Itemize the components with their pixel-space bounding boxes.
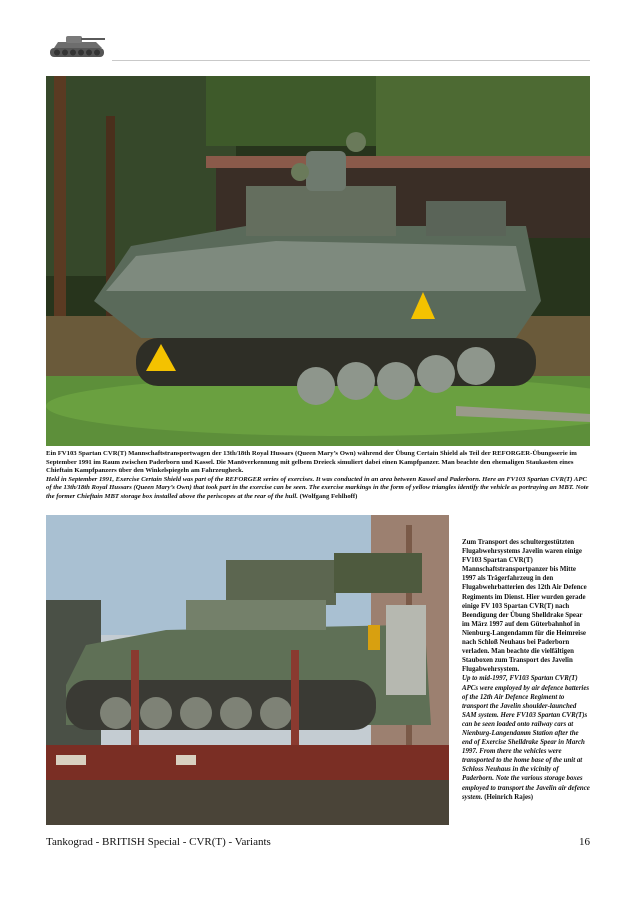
footer xyxy=(46,836,590,852)
caption-side-credit: (Heinrich Rajes) xyxy=(484,793,534,801)
header-rule xyxy=(112,60,590,61)
caption-side-english: Up to mid-1997, FV103 Spartan CVR(T) APCs were employed by air defence batteries of the 12th Air Defence Regiment to transport the Javelin shoulder-launched SAM system. Here FV103 Spartan CVR(T)s can be seen loaded onto railway cars at Nienburg-Langendamm Station after the end of Exercise Shelldrake Spear in March 1997. From there the vehicles were transported to the home base of the unit at Schloss Neuhaus in the vicinity of Paderborn. Note the various storage boxes employed to transport the Javelin air defence system. xyxy=(462,675,590,801)
tank-icon xyxy=(46,30,108,62)
caption-top-german: Ein FV103 Spartan CVR(T) Mannschaftstransportwagen der 13th/18th Royal Hussars (Queen Mary’s Own) während der Übung Certain Shield als Teil der REFORGER-Übungsserie im September 1991 im Raum zwischen Paderborn und Kassel. Die Manöverkennung mit gelbem Dreieck simuliert dabei einen Kampfpanzer. Man beachte den ehemaligen Staukasten eines Chieftain Kampfpanzers über den Winkelspiegeln am Fahrzeugheck. xyxy=(46,450,577,474)
caption-top xyxy=(46,450,590,501)
caption-side-german: Zum Transport des schultergestützten Flugabwehrsystems Javelin waren einige FV103 Spartan CVR(T) Mannschaftstransportpanzer bis Mitte 1997 als Trägerfahrzeug in den Flugabwehrbatterien des 12th Air Defence Regiments im Dienst. Hier wurden gerade einige FV 103 Spartan CVR(T) nach Beendigung der Übung Shelldrake Spear im März 1997 auf dem Güterbahnhof in Nienburg-Langendamm für die Heimreise nach Schloß Neuhaus bei Paderborn verladen. Man beachte die vielfältigen Stauboxen zum Transport des Javelin Flugabwehrsystem. xyxy=(462,539,587,674)
page-number: 16 xyxy=(579,836,590,848)
footer-title: Tankograd - BRITISH Special - CVR(T) - Variants xyxy=(46,836,271,848)
photo-spartan-railway xyxy=(46,515,449,825)
caption-top-english: Held in September 1991, Exercise Certain Shield was part of the REFORGER series of exercises. It was conducted in an area between Kassel and Paderborn. Here an FV103 Spartan CVR(T) APC of the 13th/18th Royal Hussars (Queen Mary’s Own) that took part in the exercise can be seen. The exercise markings in the form of yellow triangles identify the vehicle as portraying an MBT. Note the former Chieftain MBT storage box installed above the periscopes at the rear of the hull. xyxy=(46,475,589,500)
caption-top-credit: (Wolfgang Fehlhoff) xyxy=(299,492,358,500)
caption-side xyxy=(462,538,590,802)
photo-spartan-exercise xyxy=(46,76,590,446)
